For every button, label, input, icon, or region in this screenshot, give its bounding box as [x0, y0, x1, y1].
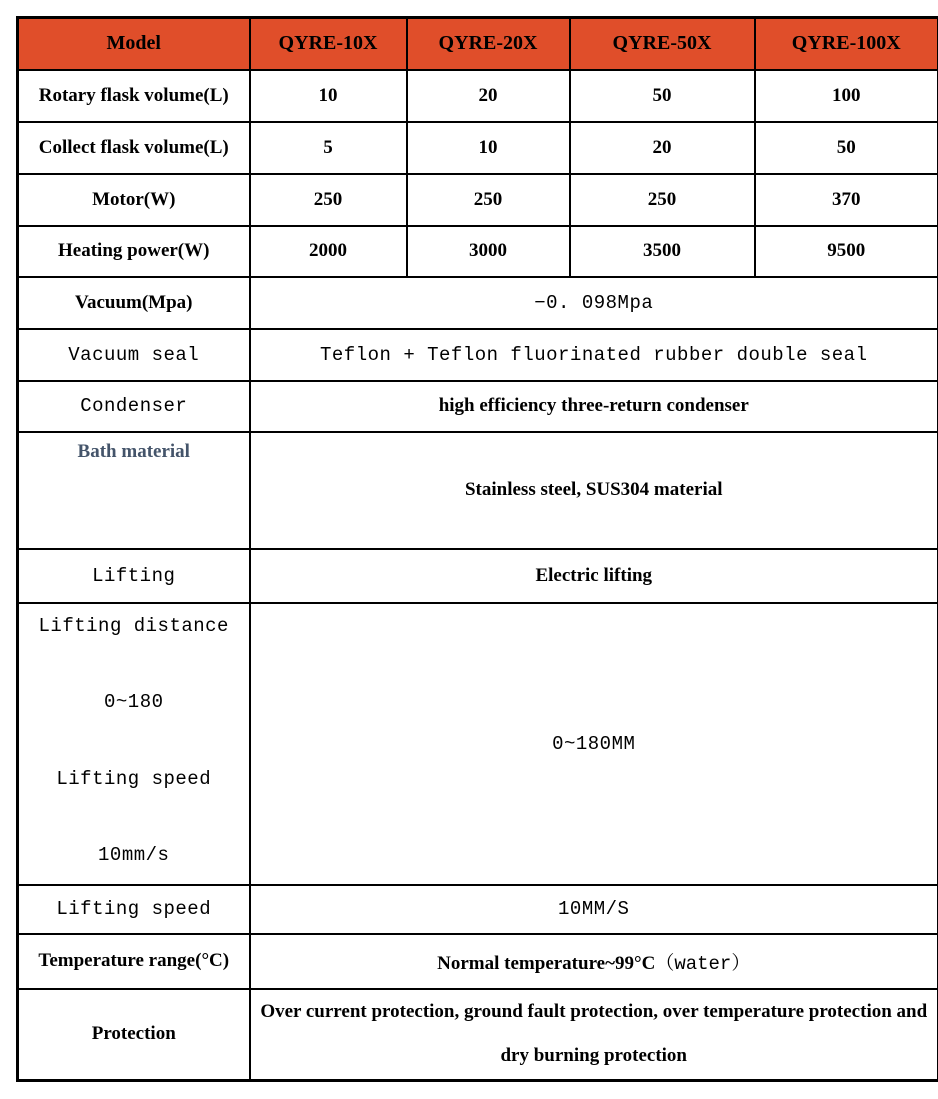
row-rotary-flask-volume	[18, 70, 938, 122]
lifting-speed-label: Lifting speed	[56, 767, 212, 790]
row-lifting	[18, 549, 938, 603]
temperature-value-main: Normal temperature~99°C	[437, 952, 656, 974]
row-label: Temperature range(°C)	[18, 934, 250, 989]
cell-value: 20	[407, 70, 570, 122]
row-label-bath-material: Bath material	[18, 432, 250, 549]
cell-value: 2000	[250, 226, 407, 277]
row-bath-material	[18, 432, 938, 549]
cell-lifting-distance-value: 0~180MM	[250, 603, 938, 885]
row-label: Vacuum(Mpa)	[18, 277, 250, 329]
cell-value: 10	[407, 122, 570, 174]
row-vacuum	[18, 277, 938, 329]
row-label: Vacuum seal	[18, 329, 250, 381]
header-cell-qyre-10x: QYRE-10X	[250, 18, 407, 70]
cell-lifting-value: Electric lifting	[250, 549, 938, 603]
cell-lifting-speed-value: 10MM/S	[250, 885, 938, 934]
row-label-lifting-detail	[18, 603, 250, 885]
cell-value: 100	[755, 70, 938, 122]
table-header-row	[18, 18, 938, 70]
lifting-distance-range: 0~180	[103, 691, 164, 714]
cell-condenser-value: high efficiency three-return condenser	[250, 381, 938, 432]
lifting-speed-rate: 10mm/s	[98, 844, 170, 867]
cell-protection-value: Over current protection, ground fault protection, over temperature protection and dry burning protection	[250, 989, 938, 1081]
cell-value: 9500	[755, 226, 938, 277]
row-label: Condenser	[18, 381, 250, 432]
cell-value: 5	[250, 122, 407, 174]
row-label: Heating power(W)	[18, 226, 250, 277]
cell-value: 3000	[407, 226, 570, 277]
cell-temperature-value	[250, 934, 938, 989]
row-label: Collect flask volume(L)	[18, 122, 250, 174]
row-protection	[18, 989, 938, 1081]
temperature-value-note: （water）	[655, 952, 751, 975]
cell-value: 250	[250, 174, 407, 226]
row-condenser	[18, 381, 938, 432]
row-lifting-speed	[18, 885, 938, 934]
row-label: Motor(W)	[18, 174, 250, 226]
row-motor	[18, 174, 938, 226]
cell-bath-material-value: Stainless steel, SUS304 material	[250, 432, 938, 549]
cell-value: 10	[250, 70, 407, 122]
cell-value: 50	[755, 122, 938, 174]
row-collect-flask-volume	[18, 122, 938, 174]
row-label: Lifting speed	[18, 885, 250, 934]
cell-value: 370	[755, 174, 938, 226]
row-label: Rotary flask volume(L)	[18, 70, 250, 122]
cell-value: 3500	[570, 226, 755, 277]
header-cell-qyre-50x: QYRE-50X	[570, 18, 755, 70]
row-heating-power	[18, 226, 938, 277]
row-label: Protection	[18, 989, 250, 1081]
row-temperature-range	[18, 934, 938, 989]
header-cell-qyre-20x: QYRE-20X	[407, 18, 570, 70]
header-cell-qyre-100x: QYRE-100X	[755, 18, 938, 70]
row-lifting-distance-speed	[18, 603, 938, 885]
row-label: Lifting	[18, 549, 250, 603]
cell-value: 250	[570, 174, 755, 226]
cell-value: 250	[407, 174, 570, 226]
cell-value: 50	[570, 70, 755, 122]
header-cell-model: Model	[18, 18, 250, 70]
cell-vacuum-value: −0. 098Mpa	[250, 277, 938, 329]
cell-value: 20	[570, 122, 755, 174]
lifting-detail-label-stack	[19, 607, 249, 881]
row-vacuum-seal	[18, 329, 938, 381]
cell-vacuum-seal-value: Teflon + Teflon fluorinated rubber double seal	[250, 329, 938, 381]
lifting-distance-label: Lifting distance	[38, 614, 229, 637]
rotary-evaporator-spec-table	[16, 16, 938, 1082]
